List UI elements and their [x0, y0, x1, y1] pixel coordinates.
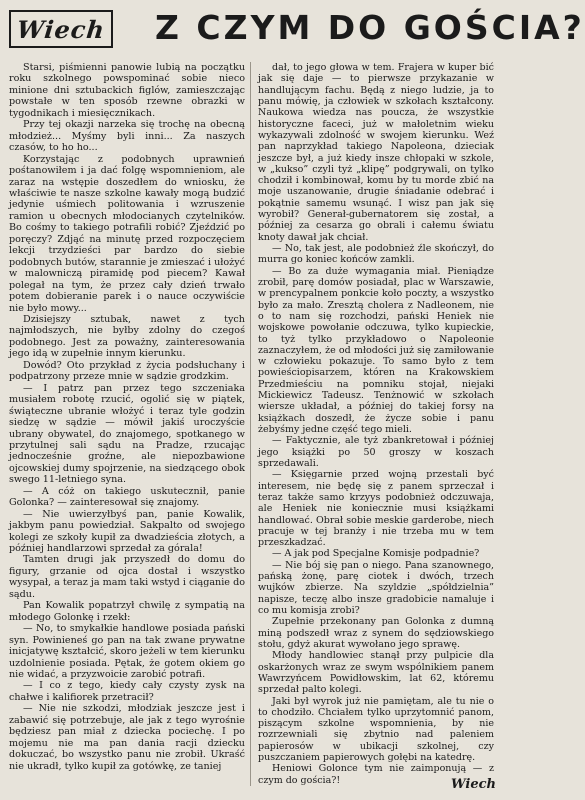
article-headline: Z CZYM DO GOŚCIA? — [155, 8, 585, 47]
article-paragraph: Heniowi Golonce tym nie zaimponują — z czym do gościa?! — [258, 763, 494, 786]
article-paragraph: Pan Kowalik popatrzył chwilę z sympatią na młodego Golonkę i rzekł: — [9, 600, 245, 623]
article-paragraph: Jaki był wyrok już nie pamiętam, ale tu nie o to chodziło. Chciałem tylko uprzytomnić panom, piszącym szkolne wspomnienia, by nie rozrzewniali się zbytnio nad paleniem papierosów w ubikacji szkolnej, czy puszczaniem papierowych gołębi na katedrę. — [258, 695, 494, 764]
article-paragraph: Dowód? Oto przykład z życia podsłuchany i podpatrzony przeze mnie w sądzie grodzkim. — [9, 359, 245, 383]
column-logo-text: Wiech — [15, 14, 107, 44]
article-paragraph: Przy tej okazji narzeka się trochę na obecną młodzież... Myśmy byli inni... Za naszych czasów, to ho ho... — [9, 119, 245, 154]
column-logo — [9, 10, 113, 48]
article-paragraph: — Faktycznie, ale tyż zbankretował i później jego książki po 50 groszy w koszach sprzedawali. — [258, 435, 494, 469]
article-paragraph: — I co z tego, kiedy cały czysty zysk na chałwe i kalifiorek przetracił? — [9, 680, 245, 703]
article-header — [5, 4, 585, 54]
article-paragraph: Korzystając z podobnych uprawnień pośtanowiłem i ja dać folgę wspomnieniom, ale zaraz na wstępie doszedłem do wniosku, że właściwie te nasze szkolne kawały mogą budzić jedynie uśmiech politowania i wzruszenie ramion u obecnych młodocianych czytelników. Bo cośmy to takiego potrafili robić? Zjeździć po poręczy? Zdjąć na minutę przed rozpoczęciem lekcji trzydzieści par bardzo do siebie podobnych butów, starannie je zmieszać i ułożyć w malowniczą piramidę pod piecem? Kawał polegał na tym, że przez cały dzień trwało potem dobieranie parek i o nauce oczywiście nie było mowy... — [9, 153, 246, 314]
article-paragraph: — No, tak jest, ale podobnież źle skończył, do murra go koniec końców zamkli. — [258, 243, 494, 266]
article-paragraph: — No, to smykałkie handlowe posiada pański syn. Powinieneś go pan na tak zwane prywatne inicjatywę kształcić, skoro jeżeli w tem kierunku uzdolnienie posiada. Pętak, że gotem okiem go nie widać, a przyzwoicie zarobić potrafi. — [9, 623, 245, 681]
author-signature: Wiech — [451, 777, 496, 792]
article-paragraph: — Nie uwierzyłbyś pan, panie Kowalik, jakbym panu powiedział. Sakpalto od swojego kolegi ze szkoły kupił za dwadzieścia złotych, a później handlarzowi sprzedał za górala! — [9, 508, 245, 555]
article-paragraph: — Bo za duże wymagania miał. Pieniądze zrobił, parę domów posiadał, plac w Warszawie, w prencypalnem ponkcie koło poczty, a wszystko było za mało. Zresztą cholera z Nadleonem, nie o to nam się rozchodzi, pański Heniek nie wojskowe powołanie odczuwa, tylko kupieckie, to tyż tylko przykładowo o Napoleonie zaznaczyłem, że od młodości już się zamiłowanie w człowieku pokazuje. To samo było z tem powieściopisarzem, któren na Krakowskiem Przedmieściu na pomniku stojał, niejaki Mickiewicz Tadeusz. Tenżnowić w szkołach wiersze układał, a później do takiej forsy na książkach doszedł, że życze sobie i panu żebyśmy jedne część tego mieli. — [258, 265, 494, 435]
article-paragraph: Tamten drugi jak przyszedł do domu do figury, grzanie od ojca dostał i wszystko wysypał, a teraz ja mam taki wstyd i ciąganie do sądu. — [9, 554, 245, 600]
column-divider — [250, 62, 251, 786]
article-paragraph: Zupełnie przekonany pan Golonka z dumną miną podszedł wraz z synem do sędziowskiego stołu, gdyż akurat wywołano jego sprawę. — [258, 616, 494, 650]
article-paragraph: dał, to jego głowa w tem. Frajera w kuper bić jak się daje — to pierwsze przykazanie w handlującym fachu. Będą z niego ludzie, ja to panu mówię, ja człowiek w szkołach kształcony. Naukowa wiedza nas poucza, że wszystkie historyczne faceci, już w małoletnim wieku wykazywali zdolność w swojem kierunku. Weź pan naprzykład takiego Napoleona, dzieciak jeszcze był, a już kiedy insze chłopaki w szkole, w „kukso” czyli tyż „klipę” podgrywali, on tylko chodził i kombinował, komu by tu morde zbić na moje uszanowanie, drugie śniadanie odebrać i pokątnie samemu wsunąć. I wisz pan jak się wyrobił? Generał-gubernatorem się został, a później za cesarza go obrali i całemu światu knoty dawał jak chciał. — [258, 62, 494, 243]
article-paragraph: — Nie nie szkodzi, młodziak jeszcze jest i zabawić się potrzebuje, ale jak z tego wyrośnie będziesz pan miał z dziecka pociechę. I po mojemu nie ma pan dania racji dziecku dokuczać, bo wszystko panu nie zrobił. Ukraść nie ukradł, tylko kupił za gotówkę, ze taniej — [9, 703, 245, 772]
article-paragraph: Starsi, piśmienni panowie lubią na początku roku szkolnego powspominać sobie nieco minione dni sztubackich figlów, zamieszczając powstałe w ten sposób rzewne obrazki w tygodnikach i miesięcznikach. — [9, 62, 245, 119]
article-right-column — [258, 62, 494, 786]
article-left-column — [9, 62, 245, 772]
article-paragraph: — Nie bój się pan o niego. Pana szanownego, pańską żonę, parę ciotek i dwóch, trzech wujków zbierze. Na szyldzie „spółdzielnia” napisze, teczę albo insze gradobicie namaluje i co mu komisja zrobi? — [258, 559, 494, 616]
article-paragraph: — A jak pod Specjalne Komisje podpadnie? — [272, 548, 480, 560]
article-paragraph: — A cóż on takiego uskutecznił, panie Golonka? — zainteresował się znajomy. — [9, 485, 245, 509]
article-paragraph: Dzisiejszy sztubak, nawet z tych najmłodszych, nie byłby zdolny do czegoś podobnego. Jest za poważny, zainteresowania jego idą w zupełnie innym kierunku. — [9, 313, 245, 360]
article-paragraph: Młody handlowiec stanął przy pulpicie dla oskarżonych wraz ze swym wspólnikiem panem Wawrzyńcem Powidłowskim, lat 62, któremu sprzedał palto kolegi. — [258, 650, 494, 696]
article-paragraph: — I patrz pan przez tego szczeniaka musiałem robotę rzucić, ogolić się w piątek, świąteczne ubranie włożyć i teraz tyle godzin siedzę w sądzie — mówił jakiś uroczyście ubrany obywatel, do znajomego, spotkanego w przytulnej sali sądu na Pradze, rzucając jednocześnie groźne, ale niepozbawione ojcowskiej dumy spojrzenie, na siedzącego obok swego 11-letniego syna. — [9, 382, 245, 486]
article-paragraph: — Księgarnie przed wojną przestali być interesem, nie będę się z panem sprzeczał i teraz także samo krzyys podobnież odczuwaja, ale Heniek nie koniecznie musi książkami handlować. Obrał sobie meskie garderobe, niech pracuje w tej branży i nie trzeba mu w tem przeszkadzać. — [258, 469, 494, 549]
